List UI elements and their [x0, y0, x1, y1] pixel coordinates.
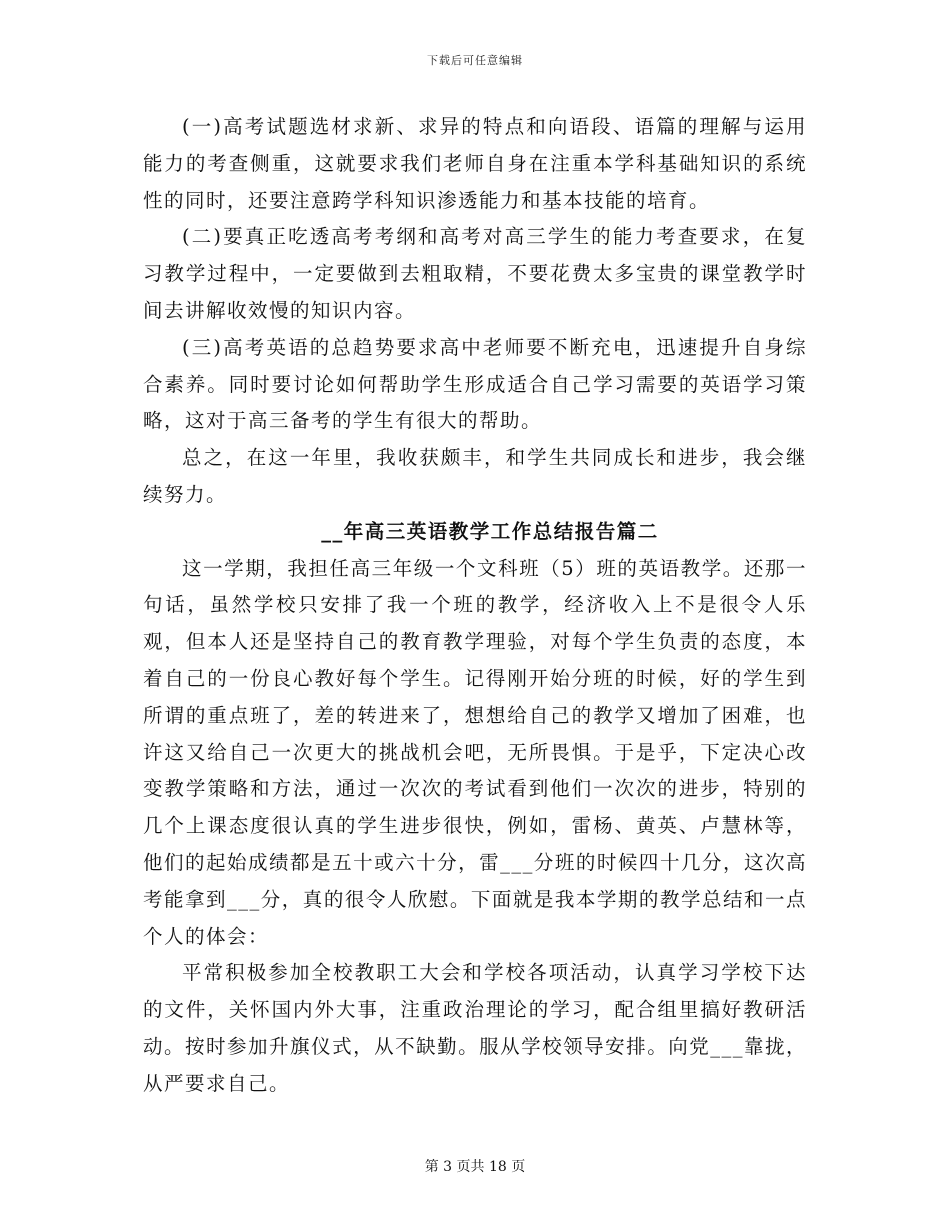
document-body [143, 109, 807, 1103]
paragraph-5: 这一学期，我担任高三年级一个文科班（5）班的英语教学。还那一句话，虽然学校只安排了我一个班的教学，经济收入上不是很令人乐观，但本人还是坚持自己的教育教学理验，对每个学生负责的态度，本着自己的一份良心教好每个学生。记得刚开始分班的时候，好的学生到所谓的重点班了，差的转进来了，想想给自己的教学又增加了困难，也许这又给自己一次更大的挑战机会吧，无所畏惧。于是乎，下定决心改变教学策略和方法，通过一次次的考试看到他们一次次的进步，特别的几个上课态度很认真的学生进步很快，例如，雷杨、黄英、卢慧林等，他们的起始成绩都是五十或六十分，雷___分班的时候四十几分，这次高考能拿到___分，真的很令人欣慰。下面就是我本学期的教学总结和一点个人的体会： [143, 556, 807, 948]
paragraph-1: (一)高考试题选材求新、求异的特点和向语段、语篇的理解与运用能力的考查侧重，这就要求我们老师自身在注重本学科基础知识的系统性的同时，还要注意跨学科知识渗透能力和基本技能的培育。 [143, 115, 807, 212]
paragraph-6: 平常积极参加全校教职工大会和学校各项活动，认真学习学校下达的文件，关怀国内外大事，注重政治理论的学习，配合组里搞好教研活动。按时参加升旗仪式，从不缺勤。服从学校领导安排。向党___靠拢，从严要求自己。 [143, 961, 807, 1095]
page-header-note: 下载后可任意编辑 [427, 54, 523, 67]
paragraph-3: (三)高考英语的总趋势要求高中老师要不断充电，迅速提升自身综合素养。同时要讨论如何帮助学生形成适合自己学习需要的英语学习策略，这对于高三备考的学生有很大的帮助。 [143, 335, 807, 433]
page-footer-number: 第 3 页共 18 页 [424, 1159, 526, 1175]
section-heading: __年高三英语教学工作总结报告篇二 [321, 519, 659, 543]
paragraph-2: (二)要真正吃透高考考纲和高考对高三学生的能力考查要求，在复习教学过程中，一定要做到去粗取精，不要花费太多宝贵的课堂教学时间去讲解收效慢的知识内容。 [143, 225, 807, 322]
paragraph-4: 总之，在这一年里，我收获颇丰，和学生共同成长和进步，我会继续努力。 [143, 446, 807, 506]
